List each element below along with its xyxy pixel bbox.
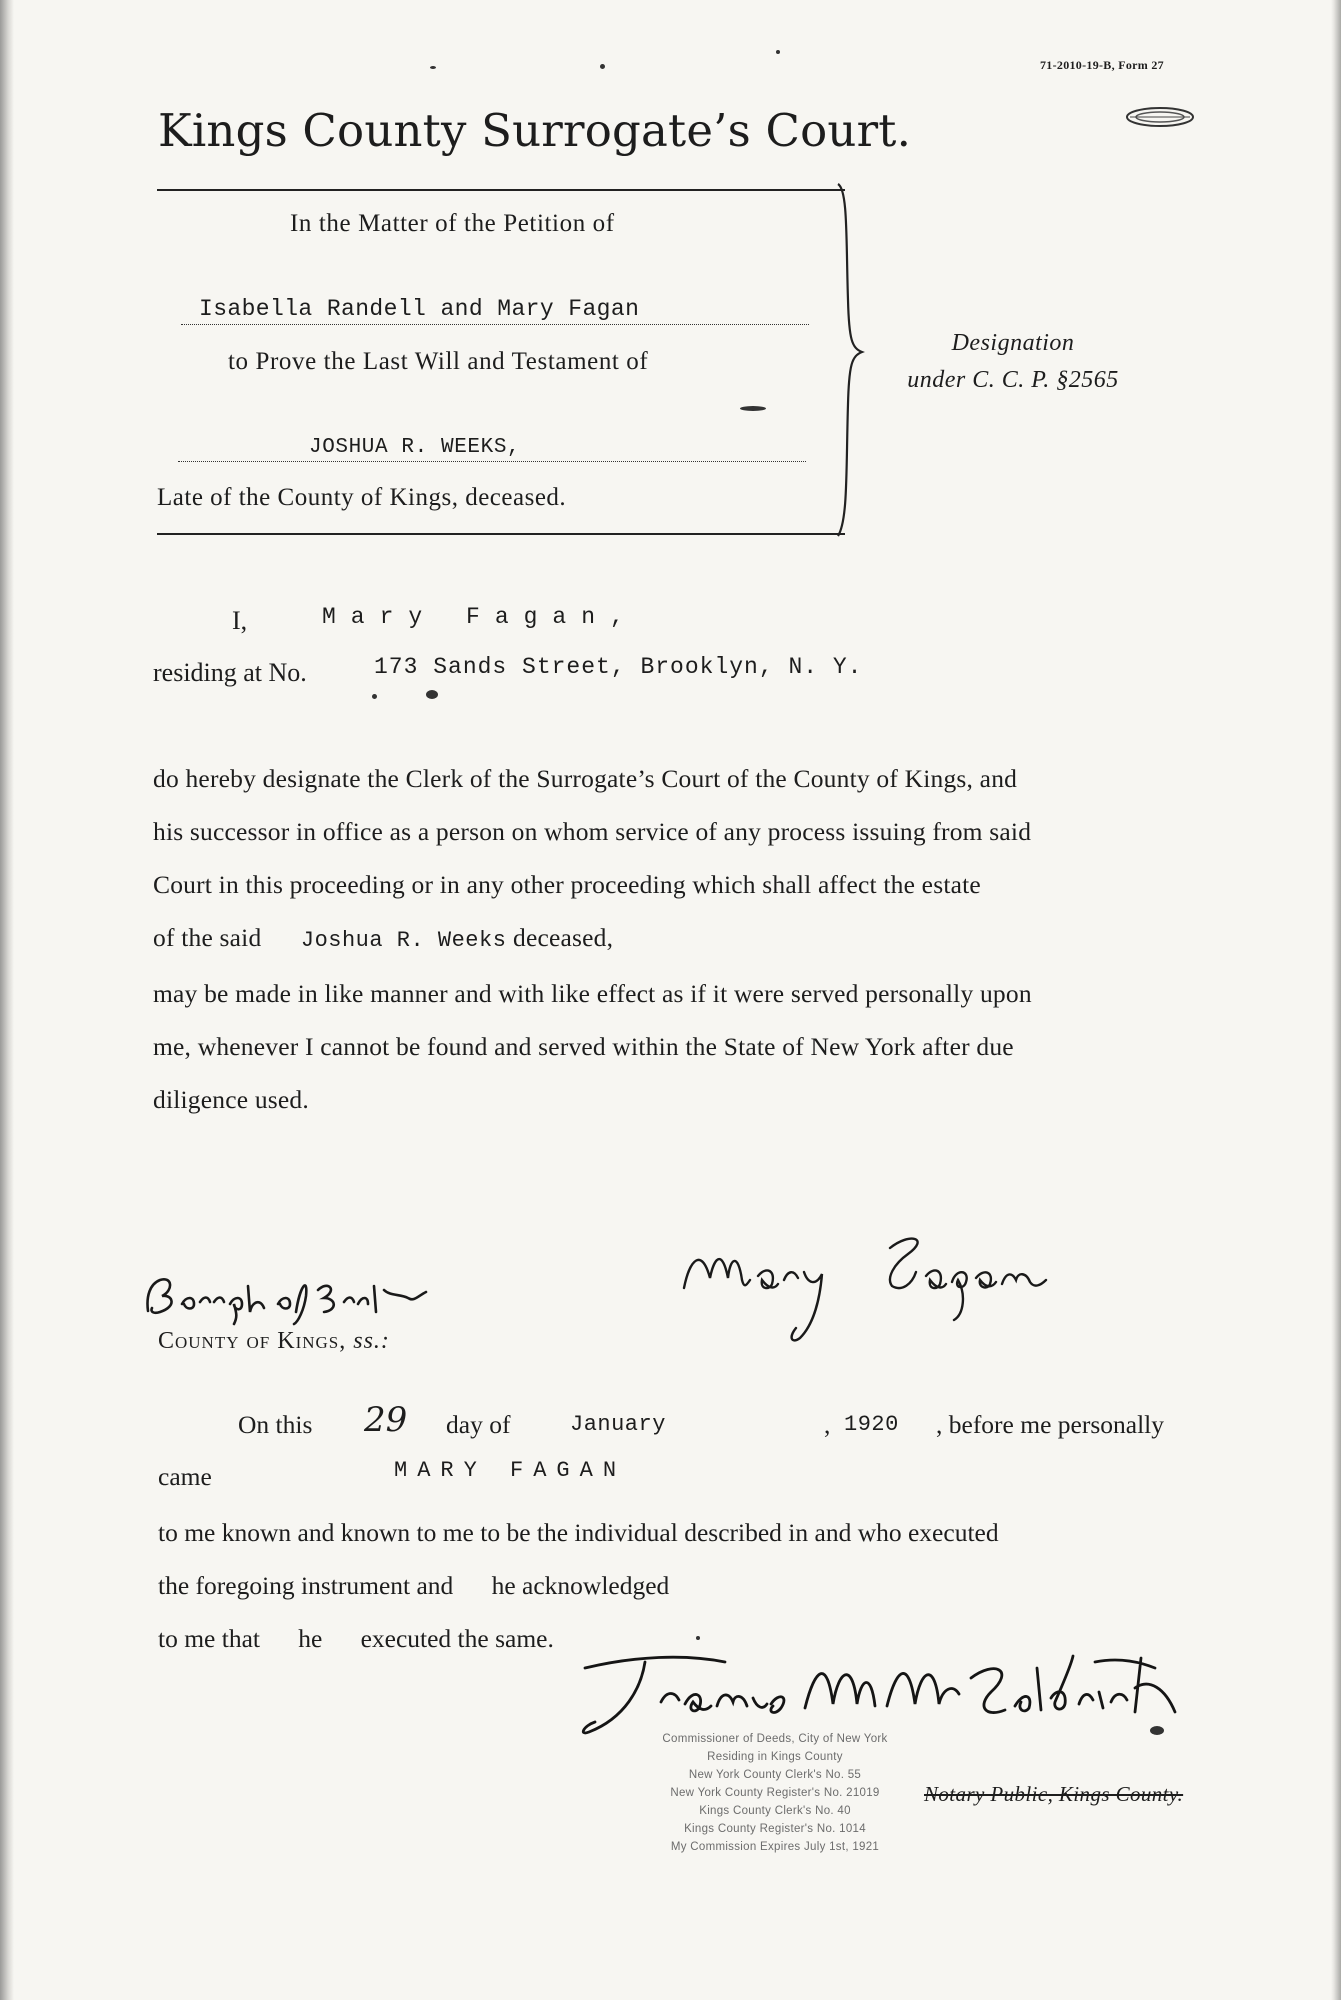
body-line-2: his successor in office as a person on whom service of any process issuing from said — [153, 817, 1032, 846]
body-line-1: do hereby designate the Clerk of the Surrogate’s Court of the County of Kings, and — [153, 764, 1018, 793]
prove-line: to Prove the Last Will and Testament of — [228, 348, 649, 375]
day-handwritten: 29 — [364, 1400, 408, 1440]
designation-heading — [882, 325, 1144, 399]
scan-speck — [696, 1636, 700, 1640]
body-line-5: may be made in like manner and with like effect as if it were served personally upon — [153, 979, 1032, 1008]
stamp-line-2: Residing in Kings County — [707, 1751, 843, 1763]
designation-line-1: Designation — [951, 330, 1075, 356]
ack-line-3-left: to me that — [158, 1624, 260, 1653]
designation-line-2: under C. C. P. §2565 — [907, 367, 1119, 393]
month-value: January — [570, 1412, 666, 1437]
scan-speck — [1150, 1726, 1164, 1735]
ack-line-3-pronoun: he — [298, 1624, 323, 1653]
year-comma: , — [824, 1410, 831, 1439]
designator-address: 173 Sands Street, Brooklyn, N. Y. — [374, 654, 863, 680]
stamp-line-6: Kings County Register's No. 1014 — [684, 1823, 866, 1835]
body-line-3: Court in this proceeding or in any other proceeding which shall affect the estate — [153, 870, 981, 899]
commission-stamp — [620, 1730, 930, 1856]
scan-speck — [600, 64, 605, 69]
body-line-4 — [153, 911, 1225, 967]
body-line-7: diligence used. — [153, 1085, 309, 1114]
stamp-line-4: New York County Register's No. 21019 — [670, 1787, 880, 1799]
ack-line-2-left: the foregoing instrument and — [158, 1571, 454, 1600]
came-name: MARY FAGAN — [394, 1458, 627, 1483]
court-title: Kings County Surrogate’s Court. — [158, 104, 912, 157]
scan-edge-right — [1331, 0, 1341, 2000]
decedent-name: JOSHUA R. WEEKS, — [178, 436, 806, 462]
body-decedent-name: Joshua R. Weeks — [300, 928, 507, 953]
ack-line-1-right: described in and who executed — [684, 1518, 999, 1547]
late-line: Late of the County of Kings, deceased. — [157, 484, 567, 511]
venue-ss: ss.: — [353, 1328, 390, 1354]
form-number: 71-2010-19-B, Form 27 — [1040, 58, 1164, 72]
borough-handwriting — [138, 1266, 438, 1326]
stamp-line-5: Kings County Clerk's No. 40 — [699, 1805, 851, 1817]
petitioners-name: Isabella Randell and Mary Fagan — [181, 296, 809, 325]
acknowledgment-date-line — [238, 1400, 1228, 1446]
designator-signature — [680, 1228, 1080, 1348]
came-label: came — [158, 1462, 212, 1491]
stamp-line-3: New York County Clerk's No. 55 — [688, 1769, 862, 1781]
scan-speck — [430, 66, 436, 69]
designation-body — [153, 752, 1225, 1126]
on-this-label: On this — [238, 1410, 313, 1439]
ack-line-2 — [158, 1559, 1233, 1612]
ack-line-1-left: to me known and known to me to be the individual — [158, 1518, 678, 1547]
stamp-line-7: My Commission Expires July 1st, 1921 — [670, 1841, 880, 1853]
notary-line — [924, 1782, 1183, 1807]
caption-rule-top — [157, 189, 845, 191]
day-of-label: day of — [446, 1410, 511, 1439]
scan-speck — [740, 406, 766, 411]
designator-prefix: I, — [232, 606, 248, 635]
ack-line-2-right: acknowledged — [522, 1571, 670, 1600]
scan-speck — [426, 690, 438, 699]
year-value: 1920 — [844, 1412, 899, 1437]
union-label-icon — [1124, 104, 1196, 130]
scan-speck — [372, 694, 377, 699]
notary-struck-text: Notary Public, Kings County. — [924, 1782, 1184, 1806]
acknowledgment-body — [158, 1506, 1233, 1665]
scan-speck — [776, 50, 780, 54]
stamp-line-1: Commissioner of Deeds, City of New York — [662, 1733, 888, 1745]
ack-line-3-right: executed the same. — [360, 1624, 554, 1653]
body-line-4-prefix: of the said — [153, 923, 262, 952]
venue-county-text: County of Kings, — [158, 1328, 347, 1354]
residing-label: residing at No. — [153, 658, 307, 687]
venue-county — [158, 1328, 390, 1355]
ack-line-1 — [158, 1506, 1233, 1559]
scan-edge-left — [0, 0, 14, 2000]
caption-rule-bottom — [157, 533, 845, 535]
designator-name: Mary Fagan, — [322, 604, 639, 630]
body-line-4-suffix: deceased, — [513, 923, 614, 952]
matter-line: In the Matter of the Petition of — [290, 210, 615, 237]
before-me-label: , before me personally — [936, 1410, 1164, 1439]
caption-brace — [836, 180, 866, 540]
ack-line-2-pronoun: he — [491, 1571, 516, 1600]
body-line-6: me, whenever I cannot be found and served within the State of New York after due — [153, 1032, 1014, 1061]
